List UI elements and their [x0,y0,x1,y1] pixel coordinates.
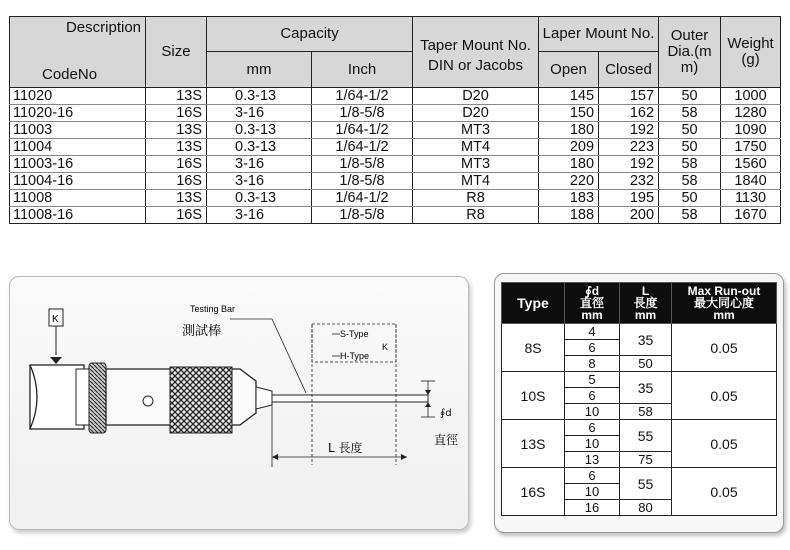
table-row [10,105,781,122]
d-cell: 8 [565,356,620,372]
s-type-label: S-Type [340,329,369,339]
d-cell: 10 [565,404,620,420]
dia-cell: 58 [659,156,721,173]
size-cell: 13S [146,190,207,207]
table-row [502,468,777,484]
dia-cell: 58 [659,207,721,224]
open-cell: 183 [539,190,599,207]
testing-bar [272,395,428,402]
inch-cell: 1/8-5/8 [312,156,413,173]
table-row [10,173,781,190]
open-cell: 145 [539,88,599,105]
max-runout-header [672,283,777,324]
size-cell: 13S [146,122,207,139]
max-runout-header-zh: 最大同心度 [693,296,754,310]
taper-cell: R8 [413,190,539,207]
weight-header [721,17,781,88]
size-cell: 16S [146,156,207,173]
weight-cell: 1670 [721,207,781,224]
taper-cell: MT3 [413,156,539,173]
dia-cell: 58 [659,173,721,190]
open-cell: 209 [539,139,599,156]
mm-cell: 3-16 [207,105,312,122]
mm-cell: 0.3-13 [207,190,312,207]
weight-cell: 1000 [721,88,781,105]
size-header: Size [146,17,207,88]
code-cell: 11004 [10,139,146,156]
description-codeno-header [10,17,146,88]
d-cell: 10 [565,484,620,500]
mm-cell: 3-16 [207,173,312,190]
inch-cell: 1/64-1/2 [312,190,413,207]
weight-cell: 1560 [721,156,781,173]
open-cell: 220 [539,173,599,190]
d-cell: 4 [565,324,620,340]
dia-cell: 50 [659,190,721,207]
code-cell: 11003-16 [10,156,146,173]
closed-cell: 192 [599,156,659,173]
k-label-left: K [52,314,59,325]
d-cell: 6 [565,388,620,404]
taper-mount-header-line1: Taper Mount No. [420,37,531,54]
inch-cell: 1/8-5/8 [312,207,413,224]
length-header-unit: mm [634,308,657,322]
d-cell: 6 [565,468,620,484]
runout-table [501,282,777,516]
codeno-header: CodeNo [42,66,98,83]
type-cell: 8S [502,324,565,372]
closed-cell: 192 [599,122,659,139]
code-cell: 11020 [10,88,146,105]
table-row [10,207,781,224]
inch-cell: 1/64-1/2 [312,139,413,156]
inch-cell: 1/8-5/8 [312,105,413,122]
d-cell: 5 [565,372,620,388]
size-cell: 16S [146,207,207,224]
length-header [620,283,672,324]
closed-cell: 157 [599,88,659,105]
d-cell: 16 [565,500,620,516]
table-row [10,156,781,173]
table-row [502,372,777,388]
runout-test-diagram [9,276,469,530]
l-cell: 55 [620,420,672,452]
mm-cell: 0.3-13 [207,139,312,156]
taper-cell: MT4 [413,173,539,190]
taper-cell: R8 [413,207,539,224]
code-cell: 11004-16 [10,173,146,190]
table-row [10,139,781,156]
taper-cell: MT4 [413,139,539,156]
closed-cell: 223 [599,139,659,156]
mm-cell: 0.3-13 [207,122,312,139]
type-header: Type [502,283,565,324]
taper-mount-header [413,17,539,88]
mm-cell: 0.3-13 [207,88,312,105]
phi-d-header [565,283,620,324]
taper-cell: D20 [413,88,539,105]
table-row [10,122,781,139]
k-label-right: K [382,342,389,352]
outer-dia-line3: m) [680,59,699,76]
code-cell: 11008-16 [10,207,146,224]
table-row [10,190,781,207]
taper-mount-header-line2: DIN or Jacobs [427,57,524,74]
h-type-label: H-Type [340,351,370,361]
type-cell: 16S [502,468,565,516]
inch-header: Inch [312,52,413,88]
testing-bar-label-en: Testing Bar [190,304,236,314]
size-cell: 16S [146,105,207,122]
max-runout-header-en: Max Run-out [687,284,761,298]
open-cell: 150 [539,105,599,122]
size-cell: 13S [146,88,207,105]
l-cell: 35 [620,372,672,404]
weight-line1: Weight [727,35,774,52]
code-cell: 11020-16 [10,105,146,122]
phi-d-header-symbol: ∮d [584,284,600,298]
length-header-symbol: L [641,284,650,298]
d-cell: 6 [565,420,620,436]
l-cell: 75 [620,452,672,468]
inch-cell: 1/64-1/2 [312,88,413,105]
l-cell: 55 [620,468,672,500]
diameter-label-zh: 直徑 [434,433,459,447]
table-row [502,324,777,340]
d-cell: 13 [565,452,620,468]
dia-cell: 58 [659,105,721,122]
open-cell: 180 [539,122,599,139]
l-cell: 80 [620,500,672,516]
outer-dia-header [659,17,721,88]
indicator-tip-icon [50,357,62,364]
weight-cell: 1840 [721,173,781,190]
mm-header: mm [207,52,312,88]
runout-cell: 0.05 [672,420,777,468]
closed-cell: 162 [599,105,659,122]
description-header: Description [65,19,141,36]
runout-cell: 0.05 [672,468,777,516]
size-cell: 13S [146,139,207,156]
dia-cell: 50 [659,139,721,156]
phi-d-header-zh: 直徑 [579,296,604,310]
l-cell: 35 [620,324,672,356]
open-header: Open [539,52,599,88]
outer-dia-line2: Dia.(m [667,43,712,60]
d-cell: 6 [565,340,620,356]
weight-cell: 1090 [721,122,781,139]
taper-cell: D20 [413,105,539,122]
dia-cell: 50 [659,88,721,105]
open-cell: 180 [539,156,599,173]
phi-d-header-unit: mm [581,308,603,322]
inch-cell: 1/8-5/8 [312,173,413,190]
l-cell: 58 [620,404,672,420]
open-cell: 188 [539,207,599,224]
laper-mount-header: Laper Mount No. [539,17,659,52]
closed-cell: 200 [599,207,659,224]
mm-cell: 3-16 [207,156,312,173]
code-cell: 11008 [10,190,146,207]
testing-bar-label-zh: 測試棒 [182,324,222,339]
spec-table [9,16,781,224]
weight-cell: 1130 [721,190,781,207]
closed-cell: 195 [599,190,659,207]
code-cell: 11003 [10,122,146,139]
max-runout-header-unit: mm [713,308,735,322]
length-label: L 長度 [328,441,363,455]
type-cell: 13S [502,420,565,468]
l-cell: 50 [620,356,672,372]
length-header-zh: 長度 [633,296,658,310]
weight-cell: 1750 [721,139,781,156]
capacity-header: Capacity [207,17,413,52]
drill-chuck-drawing [10,277,468,529]
table-row [502,420,777,436]
mm-cell: 3-16 [207,207,312,224]
runout-table-panel [494,273,784,533]
inch-cell: 1/64-1/2 [312,122,413,139]
table-row [10,88,781,105]
phi-d-label: ∮d [440,408,452,419]
weight-cell: 1280 [721,105,781,122]
type-cell: 10S [502,372,565,420]
d-cell: 10 [565,436,620,452]
closed-header: Closed [599,52,659,88]
runout-cell: 0.05 [672,372,777,420]
size-cell: 16S [146,173,207,190]
weight-line2: (g) [741,51,760,68]
closed-cell: 232 [599,173,659,190]
outer-dia-line1: Outer [670,27,709,44]
runout-cell: 0.05 [672,324,777,372]
taper-cell: MT3 [413,122,539,139]
dia-cell: 50 [659,122,721,139]
